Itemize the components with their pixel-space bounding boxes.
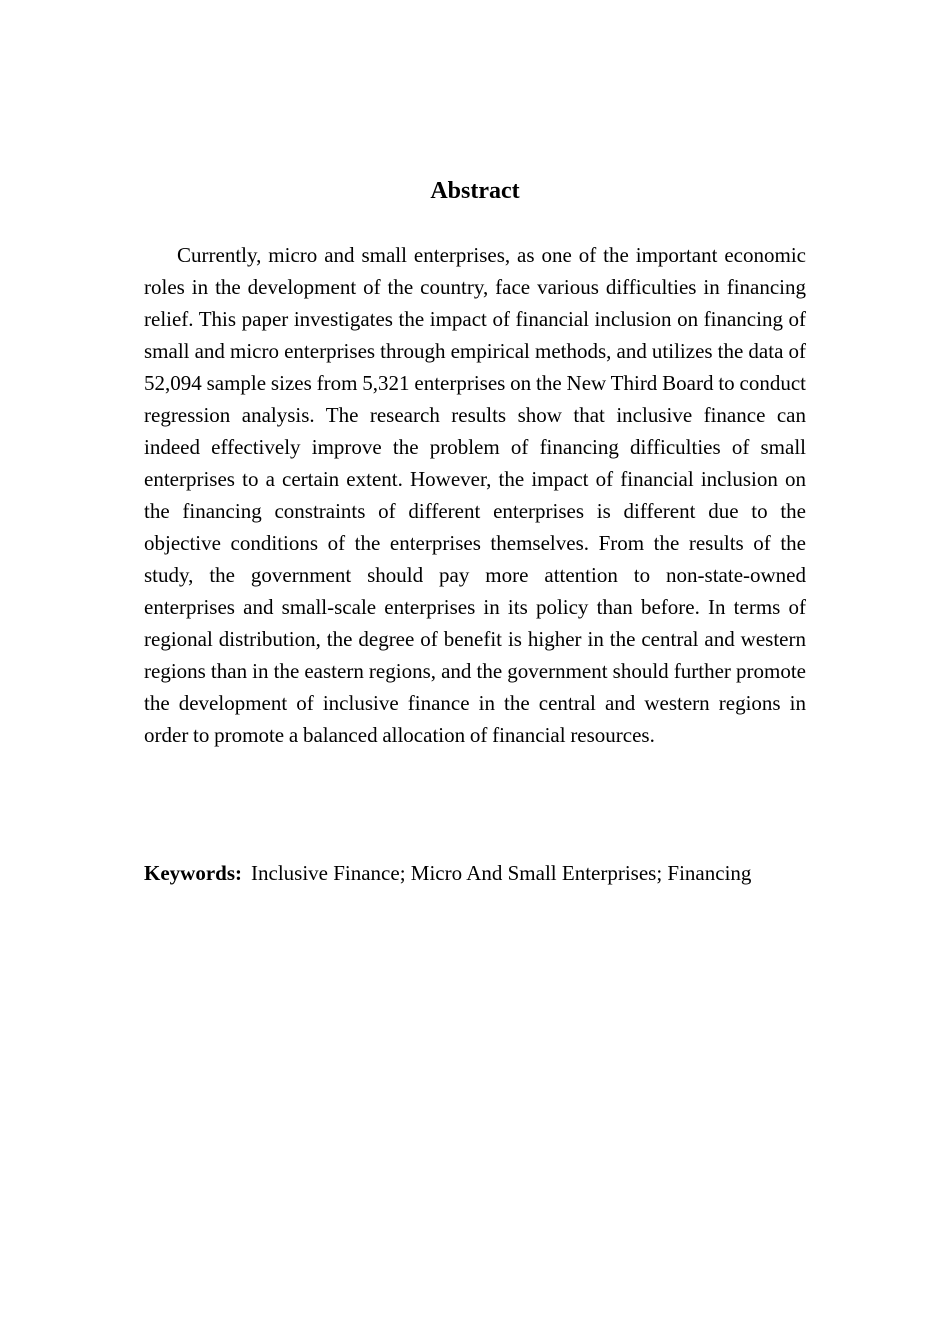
keywords-label: Keywords: [144, 861, 242, 885]
keywords-value: Inclusive Finance; Micro And Small Enterprises; Financing [251, 861, 752, 885]
abstract-heading: Abstract [430, 178, 520, 204]
keywords-line [144, 858, 844, 888]
abstract-body: Currently, micro and small enterprises, as one of the important economic roles in the development of the country, face various difficulties in financing relief. This paper investigates the impact of financial inclusion on financing of small and micro enterprises through empirical methods, and utilizes the data of 52,094 sample sizes from 5,321 enterprises on the New Third Board to conduct regression analysis. The research results show that inclusive finance can indeed effectively improve the problem of financing difficulties of small enterprises to a certain extent. However, the impact of financial inclusion on the financing constraints of different enterprises is different due to the objective conditions of the enterprises themselves. From the results of the study, the government should pay more attention to non-state-owned enterprises and small-scale enterprises in its policy than before. In terms of regional distribution, the degree of benefit is higher in the central and western regions than in the eastern regions, and the government should further promote the development of inclusive finance in the central and western regions in order to promote a balanced allocation of financial resources. [144, 243, 806, 747]
